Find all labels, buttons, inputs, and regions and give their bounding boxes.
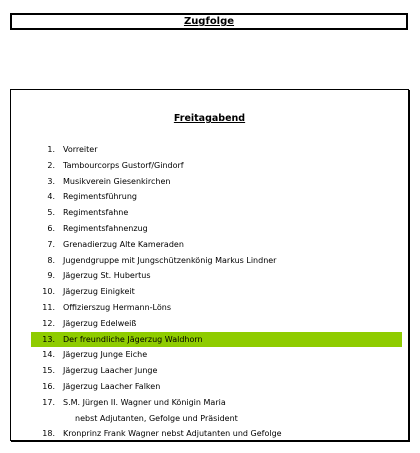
item-number: 18.	[42, 429, 55, 439]
header-box	[10, 13, 408, 30]
item-text: Jägerzug Einigkeit	[63, 287, 135, 297]
item-text: Jugendgruppe mit Jungschützenkönig Markus Lindner	[63, 255, 277, 265]
list-item	[11, 395, 408, 411]
item-text: S.M. Jürgen II. Wagner und Königin Maria	[63, 397, 226, 407]
list-item	[11, 316, 408, 332]
item-text: Regimentsführung	[63, 192, 137, 202]
list-item	[11, 300, 408, 316]
procession-list	[11, 142, 408, 442]
item-number: 11.	[42, 302, 55, 312]
item-text: Kronprinz Frank Wagner nebst Adjutanten und Gefolge	[63, 429, 282, 439]
item-text: Grenadierzug Alte Kameraden	[63, 239, 184, 249]
item-number: 5.	[47, 208, 55, 218]
item-text: Regimentsfahne	[63, 208, 129, 218]
item-text: Musikverein Giesenkirchen	[63, 176, 171, 186]
item-text: Der freundliche Jägerzug Waldhorn	[63, 334, 203, 344]
list-item	[11, 205, 408, 221]
item-text: Jägerzug Edelweiß	[63, 318, 137, 328]
list-item	[11, 253, 408, 269]
list-item	[11, 268, 408, 284]
item-number: 12.	[42, 318, 55, 328]
item-text: Jägerzug Laacher Junge	[63, 366, 158, 376]
item-number: 9.	[47, 271, 55, 281]
list-item	[11, 379, 408, 395]
list-item	[11, 426, 408, 442]
list-item	[11, 158, 408, 174]
list-item	[11, 237, 408, 253]
item-number: 15.	[42, 366, 55, 376]
list-item	[11, 347, 408, 363]
schedule-box	[10, 89, 409, 441]
item-text: Tambourcorps Gustorf/Gindorf	[63, 160, 184, 170]
item-number: 3.	[47, 176, 55, 186]
list-item	[11, 174, 408, 190]
section-title: Freitagabend	[173, 113, 246, 124]
item-number: 6.	[47, 223, 55, 233]
list-item-highlighted	[31, 332, 402, 348]
list-item	[11, 221, 408, 237]
item-text: Jägerzug St. Hubertus	[63, 271, 151, 281]
item-number: 16.	[42, 381, 55, 391]
list-item	[11, 284, 408, 300]
item-text: Jägerzug Laacher Falken	[63, 381, 161, 391]
item-number: 1.	[47, 145, 55, 154]
list-item	[11, 189, 408, 205]
item-text: Jägerzug Junge Eiche	[63, 350, 148, 360]
item-text: Offizierszug Hermann-Löns	[63, 302, 171, 312]
item-text: nebst Adjutanten, Gefolge und Präsident	[75, 413, 238, 423]
item-text: Regimentsfahnenzug	[63, 223, 148, 233]
page-title: Zugfolge	[183, 16, 235, 27]
item-number: 13.	[42, 334, 55, 344]
list-item-continuation	[11, 411, 408, 427]
item-number: 10.	[42, 287, 55, 297]
list-item	[11, 363, 408, 379]
item-number: 7.	[47, 239, 55, 249]
item-number: 14.	[42, 350, 55, 360]
item-number: 17.	[42, 397, 55, 407]
item-text: Vorreiter	[63, 145, 98, 154]
list-item	[11, 142, 408, 158]
item-number: 4.	[47, 192, 55, 202]
item-number: 8.	[47, 255, 55, 265]
item-number: 2.	[47, 160, 55, 170]
